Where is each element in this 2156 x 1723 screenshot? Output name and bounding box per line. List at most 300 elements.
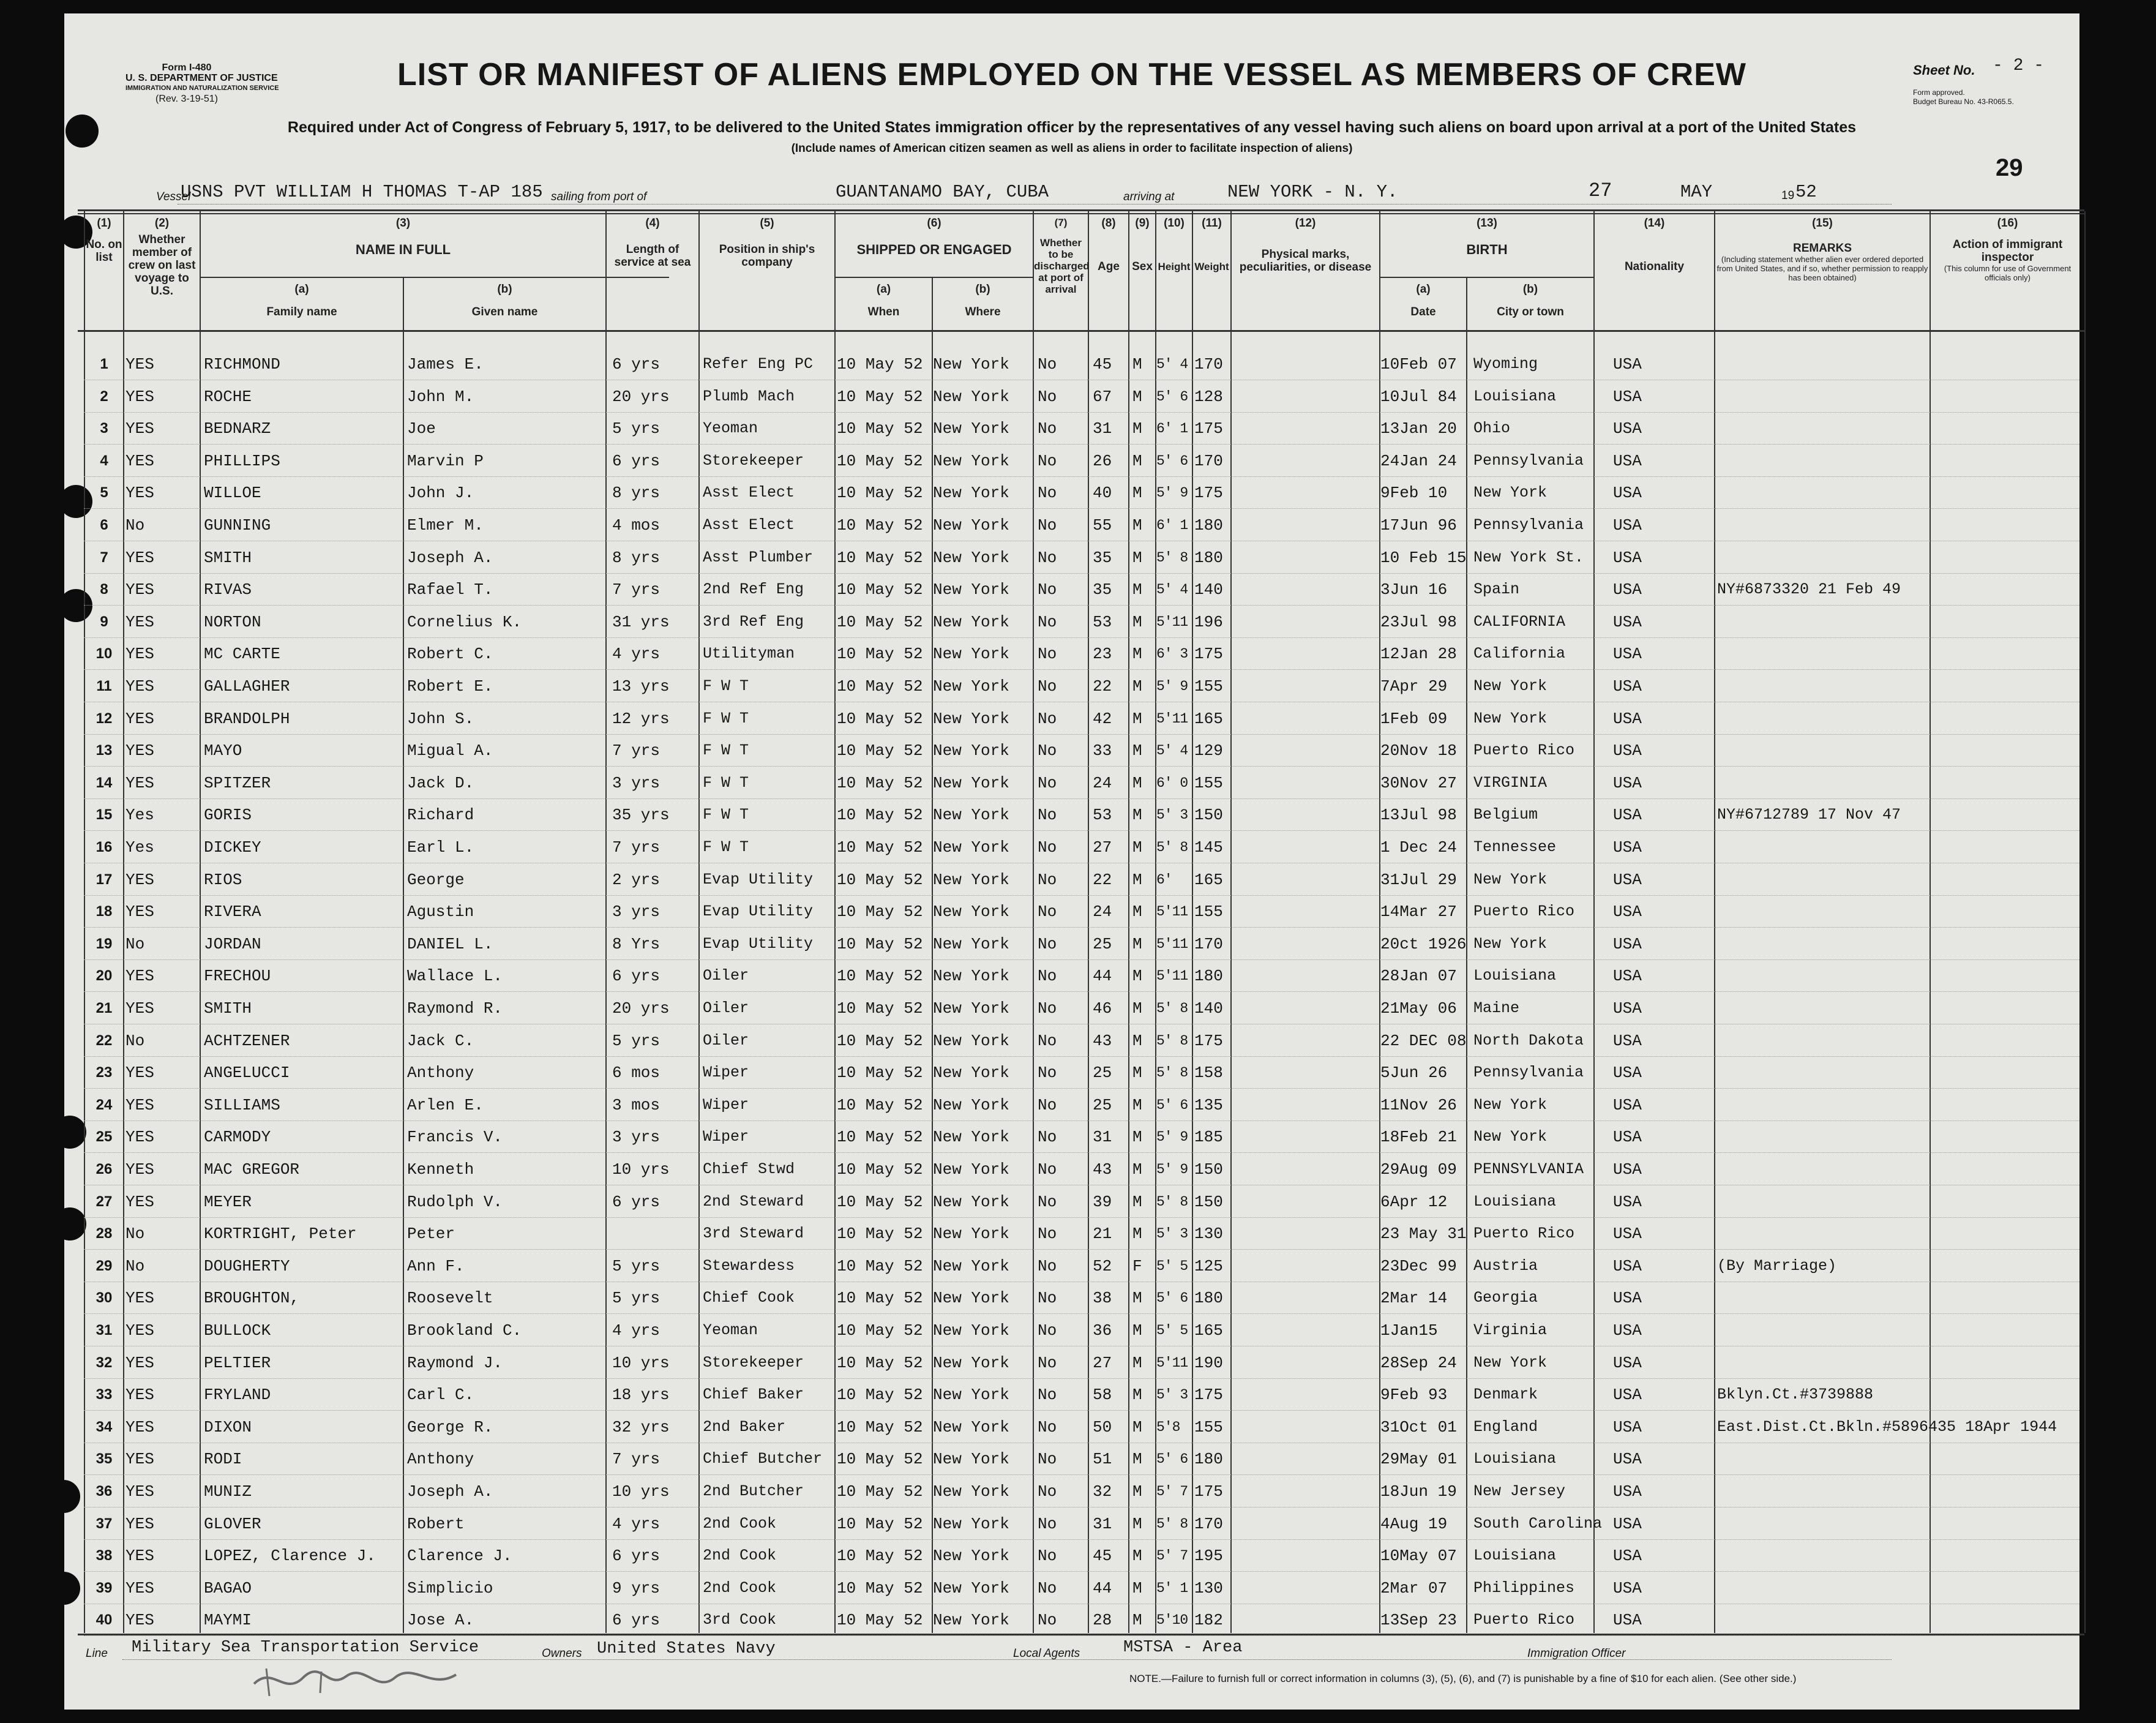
service-cell: 6 yrs: [612, 1611, 661, 1630]
row-number: 38: [95, 1547, 113, 1564]
birth-place-cell: PENNSYLVANIA: [1473, 1160, 1584, 1178]
nationality-cell: USA: [1613, 419, 1642, 438]
weight-cell: 155: [1194, 677, 1223, 696]
height-cell: 5' 4: [1156, 743, 1188, 759]
shipped-when-cell: 10 May 52: [837, 806, 923, 825]
col-birth-date-header: (a) Date: [1410, 283, 1436, 318]
position-cell: Oiler: [703, 999, 749, 1017]
age-cell: 22: [1093, 870, 1112, 889]
prev-voyage-cell: YES: [125, 709, 154, 728]
birth-date-cell: 17Jun 96: [1380, 516, 1457, 535]
position-cell: Chief Butcher: [703, 1450, 823, 1468]
height-cell: 6' 0: [1156, 775, 1188, 791]
given-name-cell: Marvin P: [407, 451, 484, 470]
birth-place-cell: New York: [1473, 1128, 1548, 1146]
row-number: 20: [95, 967, 113, 985]
nationality-cell: USA: [1613, 934, 1642, 953]
shipped-where-cell: New York: [933, 1353, 1009, 1372]
binder-hole: [47, 1480, 80, 1513]
position-cell: Stewardess: [703, 1256, 795, 1275]
position-cell: Yeoman: [703, 1321, 758, 1339]
position-cell: Chief Baker: [703, 1386, 804, 1404]
age-cell: 24: [1093, 903, 1112, 922]
prev-voyage-cell: YES: [125, 999, 154, 1018]
position-cell: Chief Stwd: [703, 1160, 795, 1178]
birth-date-cell: 31Jul 29: [1380, 870, 1457, 889]
service-cell: 4 yrs: [612, 1321, 661, 1340]
nationality-cell: USA: [1613, 1064, 1642, 1083]
birth-date-cell: 1Jan15: [1380, 1321, 1438, 1340]
position-cell: F W T: [703, 741, 749, 760]
officer-label: Immigration Officer: [1527, 1647, 1626, 1660]
weight-cell: 145: [1194, 838, 1223, 857]
family-name-cell: FRYLAND: [204, 1386, 271, 1405]
col-prev-voyage-header: (2) Whether member of crew on last voyage to U.S.: [128, 217, 196, 298]
nationality-cell: USA: [1613, 548, 1642, 567]
age-cell: 27: [1093, 838, 1112, 857]
age-cell: 38: [1093, 1289, 1112, 1308]
service-cell: 3 yrs: [612, 773, 661, 792]
discharge-cell: No: [1038, 838, 1057, 857]
discharge-cell: No: [1038, 934, 1057, 953]
service-cell: 9 yrs: [612, 1578, 661, 1597]
page-subtitle: Required under Act of Congress of February 5, 1917, to be delivered to the United States immigration officer by the representatives of any vessel having such aliens on board upon arrival at a port of the United States: [287, 119, 1857, 136]
shipped-where-cell: New York: [933, 1128, 1009, 1147]
shipped-where-cell: New York: [933, 548, 1009, 567]
birth-place-cell: Louisiana: [1473, 387, 1557, 405]
sex-cell: M: [1132, 1064, 1142, 1083]
age-cell: 24: [1093, 773, 1112, 792]
birth-date-cell: 7Apr 29: [1380, 677, 1448, 696]
nationality-cell: USA: [1613, 1095, 1642, 1114]
remarks-cell: NY#6712789 17 Nov 47: [1717, 806, 1901, 824]
birth-date-cell: 21May 06: [1380, 999, 1457, 1018]
service-cell: 8 yrs: [612, 548, 661, 567]
prev-voyage-cell: YES: [125, 967, 154, 986]
height-cell: 5' 9: [1156, 485, 1188, 501]
nationality-cell: USA: [1613, 1353, 1642, 1372]
shipped-where-cell: New York: [933, 516, 1009, 535]
prev-voyage-cell: No: [125, 516, 145, 535]
given-name-cell: Anthony: [407, 1064, 474, 1083]
discharge-cell: No: [1038, 1160, 1057, 1179]
given-name-cell: Francis V.: [407, 1128, 503, 1147]
family-name-cell: BROUGHTON,: [204, 1289, 300, 1308]
given-name-cell: Robert: [407, 1514, 465, 1533]
weight-cell: 170: [1194, 934, 1223, 953]
age-cell: 55: [1093, 516, 1112, 535]
birth-date-cell: 3Jun 16: [1380, 580, 1448, 599]
service-cell: 6 yrs: [612, 967, 661, 986]
sex-cell: M: [1132, 1450, 1142, 1469]
family-name-cell: MEYER: [204, 1192, 252, 1211]
shipped-where-cell: New York: [933, 806, 1009, 825]
birth-date-cell: 9Feb 10: [1380, 484, 1448, 503]
family-name-cell: MUNIZ: [204, 1482, 252, 1501]
sex-cell: M: [1132, 838, 1142, 857]
height-cell: 5' 6: [1156, 1290, 1188, 1307]
shipped-where-cell: New York: [933, 934, 1009, 953]
row-number: 21: [95, 1000, 113, 1016]
shipped-when-cell: 10 May 52: [837, 1031, 923, 1050]
family-name-cell: BRANDOLPH: [204, 709, 290, 728]
sex-cell: M: [1132, 903, 1142, 922]
row-number: 1: [100, 356, 108, 372]
manifest-sheet: [64, 13, 2079, 1710]
weight-cell: 158: [1194, 1064, 1223, 1083]
discharge-cell: No: [1038, 1192, 1057, 1211]
given-name-cell: George R.: [407, 1417, 493, 1436]
sex-cell: M: [1132, 1514, 1142, 1533]
shipped-when-cell: 10 May 52: [837, 1160, 923, 1179]
birth-date-cell: 24Jan 24: [1380, 451, 1457, 470]
row-number: 40: [95, 1612, 113, 1629]
family-name-cell: FRECHOU: [204, 967, 271, 986]
height-cell: 6' 3: [1156, 646, 1188, 663]
discharge-cell: No: [1038, 419, 1057, 438]
service-cell: 4 yrs: [612, 1514, 661, 1533]
discharge-cell: No: [1038, 1353, 1057, 1372]
height-cell: 5' 6: [1156, 452, 1188, 469]
birth-place-cell: Pennsylvania: [1473, 451, 1584, 470]
weight-cell: 175: [1194, 1482, 1223, 1501]
position-cell: F W T: [703, 806, 749, 824]
col-physical-marks-header: (12) Physical marks, peculiarities, or disease: [1239, 217, 1372, 274]
birth-date-cell: 10 Feb 15: [1380, 548, 1467, 567]
birth-place-cell: North Dakota: [1473, 1031, 1584, 1049]
nationality-cell: USA: [1613, 516, 1642, 535]
given-name-cell: Clarence J.: [407, 1547, 512, 1566]
nationality-cell: USA: [1613, 1482, 1642, 1501]
family-name-cell: SPITZER: [204, 773, 271, 792]
position-cell: Evap Utility: [703, 870, 814, 888]
height-cell: 5' 6: [1156, 1097, 1188, 1113]
shipped-where-cell: New York: [933, 1321, 1009, 1340]
vessel-label: Vessel: [156, 190, 191, 203]
service-cell: 6 yrs: [612, 1547, 661, 1566]
discharge-cell: No: [1038, 1482, 1057, 1501]
service-cell: 4 yrs: [612, 645, 661, 664]
birth-date-cell: 11Nov 26: [1380, 1095, 1457, 1114]
shipped-when-cell: 10 May 52: [837, 419, 923, 438]
weight-cell: 150: [1194, 1192, 1223, 1211]
shipped-when-cell: 10 May 52: [837, 645, 923, 664]
weight-cell: 170: [1194, 451, 1223, 470]
shipped-when-cell: 10 May 52: [837, 355, 923, 374]
shipped-when-cell: 10 May 52: [837, 903, 923, 922]
given-name-cell: Wallace L.: [407, 967, 503, 986]
row-number: 2: [100, 388, 108, 405]
sex-cell: F: [1132, 1256, 1142, 1275]
col-remarks-header: (15) REMARKS (Including statement whether alien ever ordered deported from United States, and if so, whether permission to reapply has been obtained): [1716, 217, 1928, 282]
row-number: 5: [100, 484, 108, 501]
birth-date-cell: 10May 07: [1380, 1547, 1457, 1566]
given-name-cell: James E.: [407, 355, 484, 374]
height-cell: 5' 3: [1156, 1387, 1188, 1403]
service-cell: 6 yrs: [612, 451, 661, 470]
nationality-cell: USA: [1613, 1192, 1642, 1211]
weight-cell: 180: [1194, 967, 1223, 986]
shipped-when-cell: 10 May 52: [837, 1128, 923, 1147]
position-cell: Oiler: [703, 967, 749, 985]
age-cell: 40: [1093, 484, 1112, 503]
prev-voyage-cell: YES: [125, 580, 154, 599]
service-cell: 5 yrs: [612, 1256, 661, 1275]
weight-cell: 180: [1194, 516, 1223, 535]
shipped-where-cell: New York: [933, 419, 1009, 438]
given-name-cell: Rafael T.: [407, 580, 493, 599]
weight-cell: 150: [1194, 806, 1223, 825]
row-number: 14: [95, 774, 113, 791]
sex-cell: M: [1132, 1482, 1142, 1501]
col-given-name-header: (b) Given name: [471, 283, 538, 318]
shipped-when-cell: 10 May 52: [837, 967, 923, 986]
nationality-cell: USA: [1613, 1611, 1642, 1630]
weight-cell: 190: [1194, 1353, 1223, 1372]
row-number: 7: [100, 549, 108, 566]
binder-hole: [53, 1116, 86, 1149]
shipped-when-cell: 10 May 52: [837, 1578, 923, 1597]
position-cell: Plumb Mach: [703, 387, 795, 405]
service-cell: 5 yrs: [612, 1289, 661, 1308]
birth-date-cell: 20Nov 18: [1380, 741, 1457, 760]
shipped-where-cell: New York: [933, 999, 1009, 1018]
weight-cell: 195: [1194, 1547, 1223, 1566]
discharge-cell: No: [1038, 580, 1057, 599]
remarks-cell: East.Dist.Ct.Bkln.#5896435 18Apr 1944: [1717, 1417, 2057, 1436]
given-name-cell: Brookland C.: [407, 1321, 522, 1340]
nationality-cell: USA: [1613, 1256, 1642, 1275]
shipped-when-cell: 10 May 52: [837, 516, 923, 535]
height-cell: 5' 8: [1156, 1193, 1188, 1210]
weight-cell: 125: [1194, 1256, 1223, 1275]
page-title: LIST OR MANIFEST OF ALIENS EMPLOYED ON THE VESSEL AS MEMBERS OF CREW: [397, 57, 1746, 92]
prev-voyage-cell: YES: [125, 645, 154, 664]
agency-subname: IMMIGRATION AND NATURALIZATION SERVICE: [125, 84, 279, 92]
birth-date-cell: 23Jul 98: [1380, 612, 1457, 631]
col-no-header: (1) No. on list: [86, 217, 122, 264]
revision: (Rev. 3-19-51): [155, 94, 218, 104]
owners-value: United States Navy: [597, 1640, 776, 1658]
col-weight-header: (11) Weight: [1194, 217, 1229, 272]
col-sex-header: (9) Sex: [1132, 217, 1153, 273]
birth-place-cell: Puerto Rico: [1473, 903, 1575, 921]
shipped-where-cell: New York: [933, 1064, 1009, 1083]
given-name-cell: Elmer M.: [407, 516, 484, 535]
family-name-cell: MAYO: [204, 741, 242, 760]
given-name-cell: Kenneth: [407, 1160, 474, 1179]
nationality-cell: USA: [1613, 1160, 1642, 1179]
nationality-cell: USA: [1613, 484, 1642, 503]
col-family-name-header: (a) Family name: [266, 283, 337, 318]
age-cell: 31: [1093, 1514, 1112, 1533]
shipped-when-cell: 10 May 52: [837, 1256, 923, 1275]
shipped-where-cell: New York: [933, 1386, 1009, 1405]
prev-voyage-cell: YES: [125, 1289, 154, 1308]
row-number: 26: [95, 1161, 113, 1177]
birth-date-cell: 22 DEC 08: [1380, 1031, 1467, 1050]
position-cell: Chief Cook: [703, 1289, 795, 1307]
weight-cell: 129: [1194, 741, 1223, 760]
birth-place-cell: Denmark: [1473, 1386, 1538, 1404]
birth-place-cell: New York: [1473, 677, 1548, 695]
age-cell: 28: [1093, 1611, 1112, 1630]
prev-voyage-cell: No: [125, 1031, 145, 1050]
col-inspector-header: (16) Action of immigrant inspector (This column for use of Government officials only): [1944, 217, 2072, 282]
position-cell: Wiper: [703, 1064, 749, 1082]
nationality-cell: USA: [1613, 709, 1642, 728]
nationality-cell: USA: [1613, 903, 1642, 922]
birth-place-cell: New York: [1473, 1095, 1548, 1114]
col-when-header: (a) When: [867, 283, 900, 318]
weight-cell: 175: [1194, 645, 1223, 664]
service-cell: 8 yrs: [612, 484, 661, 503]
sex-cell: M: [1132, 870, 1142, 889]
age-cell: 50: [1093, 1417, 1112, 1436]
handwritten-signature: [248, 1659, 468, 1702]
row-number: 9: [100, 613, 108, 630]
discharge-cell: No: [1038, 612, 1057, 631]
nationality-cell: USA: [1613, 387, 1642, 406]
row-number: 12: [95, 710, 113, 727]
prev-voyage-cell: YES: [125, 1611, 154, 1630]
shipped-where-cell: New York: [933, 1031, 1009, 1050]
weight-cell: 182: [1194, 1611, 1223, 1630]
given-name-cell: Robert E.: [407, 677, 493, 696]
weight-cell: 196: [1194, 612, 1223, 631]
service-cell: 18 yrs: [612, 1386, 670, 1405]
shipped-when-cell: 10 May 52: [837, 612, 923, 631]
row-number: 3: [100, 420, 108, 437]
birth-date-cell: 13Sep 23: [1380, 1611, 1457, 1630]
family-name-cell: BAGAO: [204, 1578, 252, 1597]
col-height-header: (10) Height: [1158, 217, 1191, 272]
age-cell: 33: [1093, 741, 1112, 760]
birth-date-cell: 28Jan 07: [1380, 967, 1457, 986]
birth-place-cell: California: [1473, 645, 1566, 663]
prev-voyage-cell: YES: [125, 1514, 154, 1533]
shipped-when-cell: 10 May 52: [837, 773, 923, 792]
age-cell: 22: [1093, 677, 1112, 696]
agency-name: U. S. DEPARTMENT OF JUSTICE: [125, 73, 278, 83]
shipped-where-cell: New York: [933, 1289, 1009, 1308]
shipped-when-cell: 10 May 52: [837, 709, 923, 728]
given-name-cell: Peter: [407, 1225, 455, 1244]
family-name-cell: PELTIER: [204, 1353, 271, 1372]
shipped-when-cell: 10 May 52: [837, 1482, 923, 1501]
prev-voyage-cell: YES: [125, 451, 154, 470]
row-number: 15: [95, 806, 113, 824]
age-cell: 53: [1093, 806, 1112, 825]
service-cell: 6 mos: [612, 1064, 661, 1083]
nationality-cell: USA: [1613, 612, 1642, 631]
family-name-cell: BULLOCK: [204, 1321, 271, 1340]
weight-cell: 155: [1194, 773, 1223, 792]
family-name-cell: MAYMI: [204, 1611, 252, 1630]
birth-place-cell: Louisiana: [1473, 1192, 1557, 1211]
shipped-where-cell: New York: [933, 967, 1009, 986]
shipped-where-cell: New York: [933, 838, 1009, 857]
prev-voyage-cell: YES: [125, 484, 154, 503]
shipped-when-cell: 10 May 52: [837, 1225, 923, 1244]
position-cell: 3rd Cook: [703, 1611, 777, 1629]
birth-place-cell: New York: [1473, 870, 1548, 888]
family-name-cell: MC CARTE: [204, 645, 280, 664]
include-note: (Include names of American citizen seamen as well as aliens in order to facilitate inspection of aliens): [791, 142, 1353, 155]
service-cell: 3 mos: [612, 1095, 661, 1114]
weight-cell: 128: [1194, 387, 1223, 406]
age-cell: 25: [1093, 1095, 1112, 1114]
weight-cell: 135: [1194, 1095, 1223, 1114]
birth-date-cell: 13Jan 20: [1380, 419, 1457, 438]
age-cell: 35: [1093, 548, 1112, 567]
weight-cell: 140: [1194, 999, 1223, 1018]
discharge-cell: No: [1038, 451, 1057, 470]
weight-cell: 180: [1194, 548, 1223, 567]
shipped-where-cell: New York: [933, 387, 1009, 406]
height-cell: 5'11: [1156, 1354, 1188, 1371]
service-cell: 5 yrs: [612, 1031, 661, 1050]
shipped-where-cell: New York: [933, 677, 1009, 696]
col-service-header: (4) Length of service at sea: [614, 217, 691, 269]
shipped-when-cell: 10 May 52: [837, 934, 923, 953]
service-cell: 7 yrs: [612, 741, 661, 760]
service-cell: 7 yrs: [612, 580, 661, 599]
birth-place-cell: VIRGINIA: [1473, 773, 1548, 792]
shipped-when-cell: 10 May 52: [837, 1514, 923, 1533]
prev-voyage-cell: No: [125, 1225, 145, 1244]
position-cell: 2nd Baker: [703, 1417, 786, 1436]
weight-cell: 165: [1194, 870, 1223, 889]
row-number: 24: [95, 1096, 113, 1113]
age-cell: 42: [1093, 709, 1112, 728]
position-cell: F W T: [703, 677, 749, 695]
nationality-cell: USA: [1613, 355, 1642, 374]
height-cell: 5' 6: [1156, 1451, 1188, 1468]
sheet-number-label: Sheet No.: [1913, 62, 1975, 78]
height-cell: 5' 3: [1156, 807, 1188, 824]
given-name-cell: John J.: [407, 484, 474, 503]
position-cell: Wiper: [703, 1095, 749, 1114]
position-cell: F W T: [703, 838, 749, 856]
shipped-where-cell: New York: [933, 580, 1009, 599]
birth-place-cell: Ohio: [1473, 419, 1511, 438]
row-number: 4: [100, 452, 108, 469]
sex-cell: M: [1132, 451, 1142, 470]
age-cell: 35: [1093, 580, 1112, 599]
shipped-when-cell: 10 May 52: [837, 677, 923, 696]
row-number: 37: [95, 1515, 113, 1532]
budget-bureau: Budget Bureau No. 43-R065.5.: [1913, 97, 2014, 106]
weight-cell: 155: [1194, 1417, 1223, 1436]
height-cell: 5'11: [1156, 710, 1188, 727]
row-number: 19: [95, 935, 113, 952]
height-cell: 5' 3: [1156, 1226, 1188, 1242]
discharge-cell: No: [1038, 1289, 1057, 1308]
prev-voyage-cell: No: [125, 1256, 145, 1275]
prev-voyage-cell: YES: [125, 355, 154, 374]
service-cell: 5 yrs: [612, 419, 661, 438]
height-cell: 6': [1156, 871, 1172, 888]
discharge-cell: No: [1038, 516, 1057, 535]
given-name-cell: Carl C.: [407, 1386, 474, 1405]
family-name-cell: RIOS: [204, 870, 242, 889]
given-name-cell: Simplicio: [407, 1578, 493, 1597]
sex-cell: M: [1132, 806, 1142, 825]
discharge-cell: No: [1038, 1450, 1057, 1469]
height-cell: 6' 1: [1156, 421, 1188, 437]
position-cell: Storekeeper: [703, 1353, 804, 1372]
